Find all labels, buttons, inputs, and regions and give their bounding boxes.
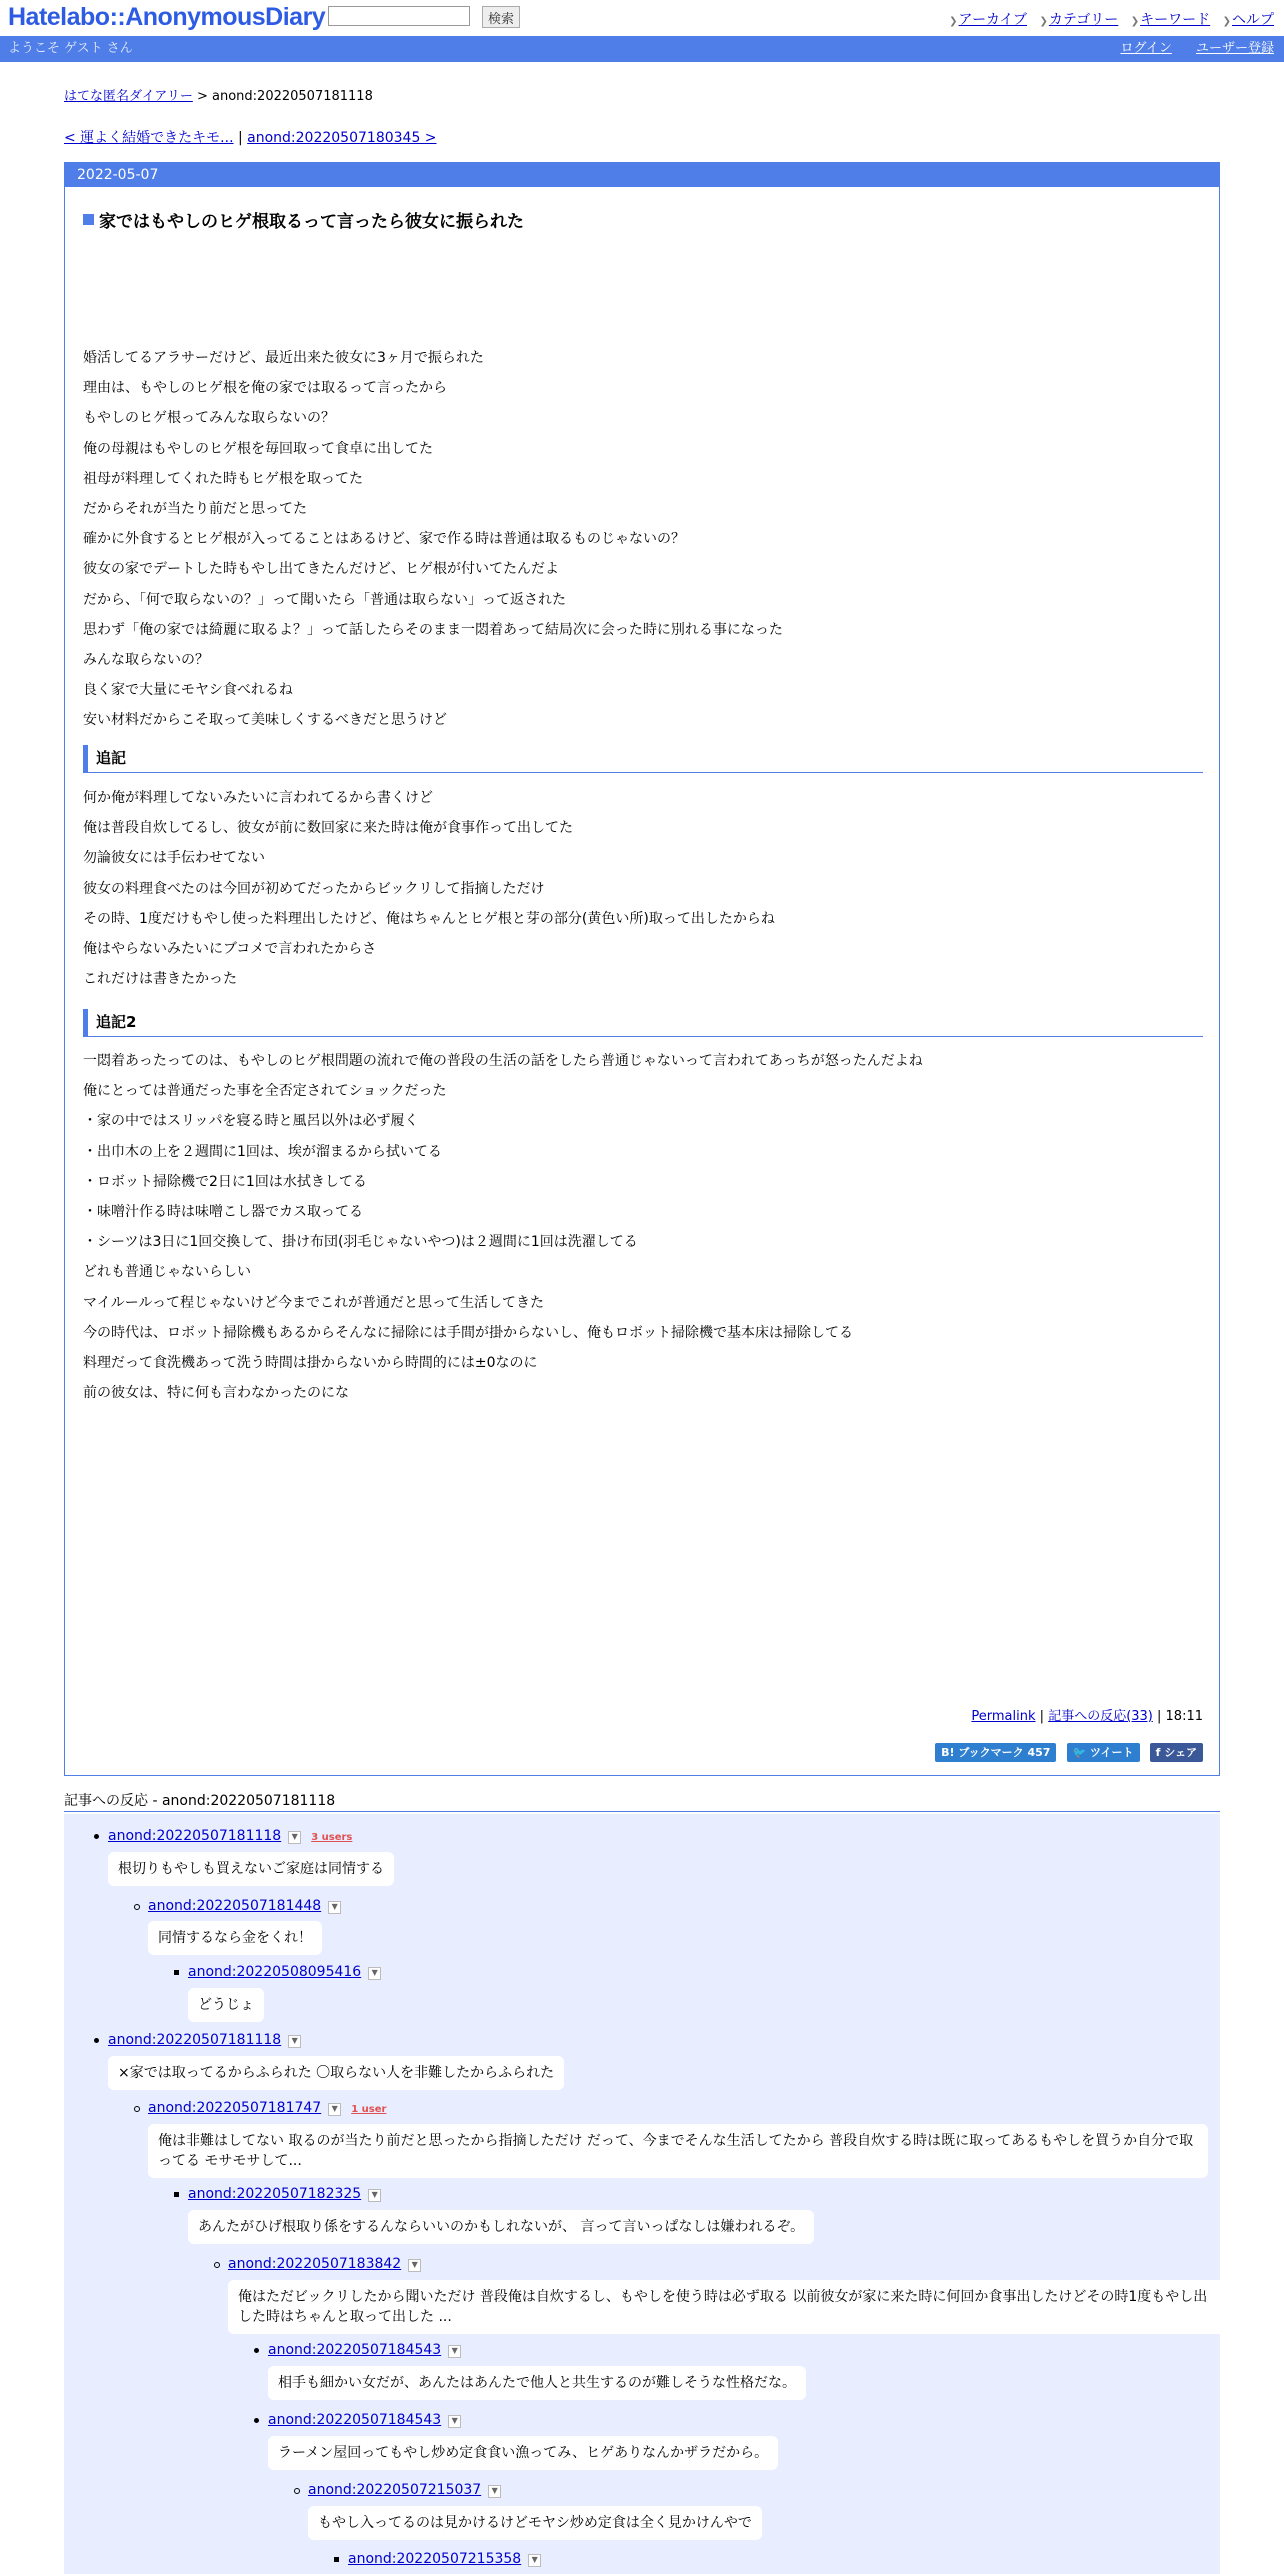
- entry-title-text: 家ではもやしのヒゲ根取るって言ったら彼女に振られた: [99, 212, 524, 232]
- entry-body-addendum2: [83, 1046, 923, 1408]
- breadcrumb-current: anond:20220507181118: [212, 89, 373, 104]
- response-body: 俺は非難はしてない 取るのが当たり前だと思ったから指摘しただけ だって、今までそんな生活してたから 普段自炊する時は既に取ってあるもやしを買うか自分で取ってる モサモサして...: [148, 2124, 1208, 2178]
- square-icon: [83, 214, 94, 225]
- bullet-icon: [254, 2418, 259, 2423]
- user-bar: [0, 36, 1284, 62]
- response-link[interactable]: anond:20220507215037: [308, 2482, 482, 2498]
- body-line: ・味噌汁作る時は味噌こし器でカス取ってる: [83, 1204, 363, 1221]
- body-line: 俺はやらないみたいにブコメで言われたからさ: [83, 941, 377, 958]
- entry-footer: [971, 1705, 1203, 1724]
- body-line: だから、「何で取らないの？」って聞いたら「普通は取らない」って返された: [83, 591, 566, 608]
- body-line: ・シーツは3日に1回交換して、掛け布団(羽毛じゃないやつ)は２週間に1回は洗濯してる: [83, 1234, 638, 1251]
- response-link[interactable]: anond:20220508095416: [188, 1964, 362, 1980]
- dropdown-icon[interactable]: ▼: [288, 2035, 301, 2048]
- body-line: 彼女の家でデートした時もやし出てきたんだけど、ヒゲ根が付いてたんだよ: [83, 561, 559, 578]
- response-item: [228, 2256, 421, 2272]
- bullet-icon: [294, 2488, 300, 2494]
- site-logo[interactable]: Hatelabo::AnonymousDiary: [8, 3, 326, 31]
- nav-category-link[interactable]: カテゴリー: [1048, 12, 1119, 28]
- bullet-icon: [94, 2038, 99, 2043]
- chevron-right-icon: ❯: [1222, 16, 1231, 27]
- nav-help-link[interactable]: ヘルプ: [1232, 12, 1274, 28]
- prev-entry-link[interactable]: < 運よく結婚できたキモ...: [64, 130, 234, 146]
- body-line: マイルールって程じゃないけど今までこれが普通だと思って生活してきた: [83, 1294, 545, 1311]
- breadcrumb: [64, 85, 373, 104]
- body-line: もやしのヒゲ根ってみんな取らないの？: [83, 410, 335, 427]
- response-link[interactable]: anond:20220507184543: [268, 2412, 442, 2428]
- response-item: [188, 2186, 381, 2202]
- tweet-button[interactable]: [1067, 1743, 1140, 1762]
- response-item: [268, 2342, 461, 2358]
- dropdown-icon[interactable]: ▼: [488, 2485, 501, 2498]
- response-link[interactable]: anond:20220507181118: [108, 1828, 282, 1844]
- body-line: ・ロボット掃除機で2日に1回は水拭きしてる: [83, 1173, 367, 1190]
- response-item: [308, 2482, 501, 2498]
- chevron-right-icon: ❯: [1039, 16, 1048, 27]
- body-line: 彼女の料理食べたのは今回が初めてだったからビックリして指摘しただけ: [83, 880, 545, 897]
- body-line: ・家の中ではスリッパを寝る時と風呂以外は必ず履く: [83, 1113, 419, 1130]
- bullet-icon: [334, 2557, 339, 2562]
- body-line: 料理だって食洗機あって洗う時間は掛からないから時間的には±0なのに: [83, 1355, 538, 1372]
- entry-body: [83, 343, 783, 736]
- body-line: これだけは書きたかった: [83, 971, 237, 988]
- bullet-icon: [94, 1834, 99, 1839]
- body-line: 思わず「俺の家では綺麗に取るよ？」って話したらそのまま一悶着あって結局次に会った時に別れる事になった: [83, 621, 783, 638]
- nav-keyword-link[interactable]: キーワード: [1140, 12, 1211, 28]
- body-line: 確かに外食するとヒゲ根が入ってることはあるけど、家で作る時は普通は取るものじゃないの？: [83, 531, 685, 548]
- nav-archive-link[interactable]: アーカイブ: [958, 12, 1028, 28]
- bullet-icon: [134, 2106, 140, 2112]
- body-line: 俺の母親はもやしのヒゲ根を毎回取って食卓に出してた: [83, 440, 433, 457]
- body-line: 前の彼女は、特に何も言わなかったのにな: [83, 1385, 349, 1402]
- dropdown-icon[interactable]: ▼: [528, 2554, 541, 2567]
- dropdown-icon[interactable]: ▼: [368, 2189, 381, 2202]
- facebook-share-button[interactable]: [1150, 1743, 1203, 1762]
- dropdown-icon[interactable]: ▼: [288, 1831, 301, 1844]
- dropdown-icon[interactable]: ▼: [448, 2415, 461, 2428]
- permalink-link[interactable]: Permalink: [971, 1709, 1036, 1724]
- body-line: その時、1度だけもやし使った料理出したけど、俺はちゃんとヒゲ根と芽の部分(黄色い所)取って出したからね: [83, 910, 775, 927]
- response-link[interactable]: anond:20220507183842: [228, 2256, 402, 2272]
- response-link[interactable]: anond:20220507182325: [188, 2186, 362, 2202]
- bullet-icon: [134, 1904, 140, 1910]
- dropdown-icon[interactable]: ▼: [448, 2345, 461, 2358]
- footer-separator: |: [1035, 1709, 1049, 1724]
- response-link[interactable]: anond:20220507181747: [148, 2100, 322, 2116]
- body-line: 安い材料だからこそ取って美味しくするべきだと思うけど: [83, 712, 447, 729]
- top-bar: [0, 0, 1284, 36]
- response-item: [188, 1964, 381, 1980]
- response-item: [148, 1898, 341, 1914]
- response-link[interactable]: anond:20220507181118: [108, 2032, 282, 2048]
- response-item: [108, 2032, 301, 2048]
- entry-title[interactable]: [83, 207, 524, 232]
- response-body: 同情するなら金をくれ！: [148, 1921, 322, 1955]
- section-heading: 追記2: [83, 1009, 1203, 1037]
- response-body: もやし入ってるのは見かけるけどモヤシ炒め定食は全く見かけんやで: [308, 2506, 762, 2540]
- dropdown-icon[interactable]: ▼: [368, 1967, 381, 1980]
- search-button[interactable]: 検索: [482, 6, 520, 28]
- login-link[interactable]: ログイン: [1120, 41, 1172, 56]
- body-line: 理由は、もやしのヒゲ根を俺の家では取るって言ったから: [83, 380, 447, 397]
- entry-box: [64, 162, 1220, 1776]
- facebook-icon: f: [1155, 1746, 1165, 1759]
- bookmark-users-badge[interactable]: 3 users: [311, 1832, 353, 1843]
- section-heading: 追記: [83, 745, 1203, 773]
- share-buttons: [930, 1741, 1203, 1762]
- pager: [64, 127, 437, 147]
- bookmark-users-badge[interactable]: 1 user: [351, 2104, 387, 2115]
- body-line: 良く家で大量にモヤシ食べれるね: [83, 682, 293, 699]
- dropdown-icon[interactable]: ▼: [408, 2259, 421, 2272]
- bullet-icon: [254, 2348, 259, 2353]
- search-input[interactable]: [328, 6, 470, 26]
- body-line: どれも普通じゃないらしい: [83, 1264, 251, 1281]
- body-line: 何か俺が料理してないみたいに言われてるから書くけど: [83, 790, 433, 806]
- twitter-icon: 🐦: [1072, 1746, 1091, 1759]
- pager-separator: |: [233, 130, 248, 146]
- entry-time: 18:11: [1165, 1709, 1203, 1724]
- response-link[interactable]: anond:20220507184543: [268, 2342, 442, 2358]
- welcome-text: ようこそ ゲスト さん: [8, 41, 133, 56]
- dropdown-icon[interactable]: ▼: [328, 2103, 341, 2116]
- entry-date: 2022-05-07: [65, 163, 1219, 187]
- bullet-icon: [174, 1970, 179, 1975]
- response-link[interactable]: anond:20220507181448: [148, 1898, 322, 1914]
- body-line: 祖母が料理してくれた時もヒゲ根を取ってた: [83, 470, 363, 487]
- footer-separator: |: [1152, 1709, 1166, 1724]
- response-body: 相手も細かい女だが、あんたはあんたで他人と共生するのが難しそうな性格だな。: [268, 2366, 806, 2400]
- responses-tree: [64, 1814, 1220, 2574]
- response-body: 俺はただビックリしたから聞いただけ 普段俺は自炊するし、もやしを使う時は必ず取る 以前彼女が家に来た時に何回か食事出したけどその時1度もやし出した時はちゃんと取って出した ...: [228, 2280, 1228, 2334]
- breadcrumb-separator: >: [192, 89, 213, 104]
- response-item: [348, 2551, 541, 2567]
- dropdown-icon[interactable]: ▼: [328, 1901, 341, 1914]
- body-line: 一悶着あったってのは、もやしのヒゲ根問題の流れで俺の普段の生活の話をしたら普通じゃないって言われてあっちが怒ったんだよね: [83, 1053, 923, 1069]
- chevron-right-icon: ❯: [1130, 16, 1140, 27]
- body-line: だからそれが当たり前だと思ってた: [83, 501, 307, 518]
- bookmark-button[interactable]: B! ブックマーク 457: [935, 1743, 1056, 1762]
- bullet-icon: [174, 2192, 179, 2197]
- breadcrumb-home-link[interactable]: はてな匿名ダイアリー: [64, 89, 193, 104]
- top-nav: [941, 9, 1274, 29]
- response-body: あんたがひげ根取り係をするんならいいのかもしれないが、 言って言いっぱなしは嫌われるぞ。: [188, 2210, 814, 2244]
- response-body: どうじょ: [188, 1988, 264, 2022]
- body-line: 婚活してるアラサーだけど、最近出来た彼女に3ヶ月で振られた: [83, 350, 484, 366]
- register-link[interactable]: ユーザー登録: [1195, 41, 1274, 56]
- body-line: みんな取らないの？: [83, 652, 209, 669]
- response-item: [268, 2412, 461, 2428]
- bullet-icon: [214, 2262, 220, 2268]
- response-link[interactable]: anond:20220507215358: [348, 2551, 522, 2567]
- body-line: 勿論彼女には手伝わせてない: [83, 850, 265, 867]
- response-body: 根切りもやしも買えないご家庭は同情する: [108, 1852, 394, 1886]
- response-item: [108, 1828, 352, 1844]
- chevron-right-icon: ❯: [949, 16, 958, 27]
- body-line: 俺は普段自炊してるし、彼女が前に数回家に来た時は俺が食事作って出してた: [83, 820, 573, 837]
- reactions-link[interactable]: 記事への反応(33): [1048, 1709, 1153, 1724]
- response-body: ×家では取ってるからふられた 〇取らない人を非難したからふられた: [108, 2056, 564, 2090]
- response-body: ラーメン屋回ってもやし炒め定食食い漁ってみ、ヒゲありなんかザラだから。: [268, 2436, 778, 2470]
- responses-title: 記事への反応 - anond:20220507181118: [64, 1790, 1220, 1812]
- body-line: ・出巾木の上を２週間に1回は、埃が溜まるから拭いてる: [83, 1143, 442, 1160]
- next-entry-link[interactable]: anond:20220507180345 >: [247, 130, 437, 146]
- response-item: [148, 2100, 386, 2116]
- tweet-label: ツイート: [1090, 1746, 1134, 1759]
- body-line: 俺にとっては普通だった事を全否定されてショックだった: [83, 1083, 447, 1100]
- facebook-share-label: シェア: [1164, 1746, 1197, 1759]
- entry-body-addendum1: [83, 783, 775, 994]
- body-line: 今の時代は、ロボット掃除機もあるからそんなに掃除には手間が掛からないし、俺もロボット掃除機で基本床は掃除してる: [83, 1324, 853, 1341]
